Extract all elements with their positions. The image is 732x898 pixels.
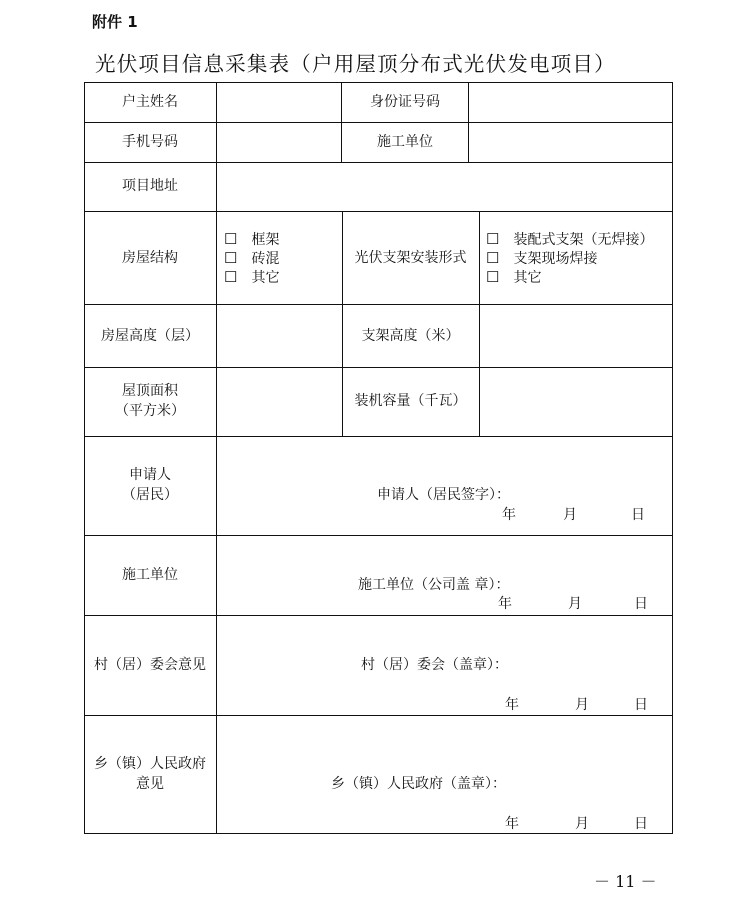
checkbox-icon[interactable]: ☐ [224,230,238,248]
owner-name-field[interactable] [217,83,341,122]
day-label: 日 [634,816,648,832]
applicant-signature-label: 申请人（居民签字）： [377,487,510,503]
mount-option-assembled[interactable]: ☐ 装配式支架（无焊接） [486,230,654,248]
address-field[interactable] [217,163,672,211]
day-label: 日 [634,697,648,713]
township-seal-label: 乡（镇）人民政府（盖章）： [331,776,506,792]
house-height-label: 房屋高度（层） [101,328,199,344]
roof-area-unit-label: （平方米） [115,403,185,419]
capacity-field[interactable] [480,368,672,436]
applicant-sub-label: （居民） [122,487,178,503]
page-title: 光伏项目信息采集表（户用屋顶分布式光伏发电项目） [95,52,616,76]
id-number-field[interactable] [469,83,672,122]
applicant-label: 申请人 [129,467,171,483]
checkbox-icon[interactable]: ☐ [486,230,500,248]
month-label: 月 [563,507,577,523]
roof-area-label: 屋顶面积 [122,383,178,399]
phone-label: 手机号码 [122,134,178,150]
year-label: 年 [505,697,519,713]
mount-type-label: 光伏支架安装形式 [354,250,467,266]
attachment-label: 附件 1 [92,13,138,31]
structure-option-other[interactable]: ☐ 其它 [224,268,280,286]
structure-option-frame[interactable]: ☐ 框架 [224,230,280,248]
owner-name-label: 户主姓名 [122,94,178,110]
month-label: 月 [568,596,582,612]
page-number: － 11 － [594,872,657,891]
contractor-label: 施工单位 [377,134,433,150]
contractor-row-label: 施工单位 [122,567,178,583]
township-opinion-label: 意见 [136,776,164,792]
checkbox-icon[interactable]: ☐ [486,268,500,286]
address-label: 项目地址 [122,178,178,194]
mount-option-welded[interactable]: ☐ 支架现场焊接 [486,249,598,267]
day-label: 日 [631,507,645,523]
year-label: 年 [498,596,512,612]
structure-label: 房屋结构 [122,250,178,266]
rack-height-field[interactable] [480,305,672,367]
structure-option-brick[interactable]: ☐ 砖混 [224,249,280,267]
id-number-label: 身份证号码 [370,94,440,110]
house-height-field[interactable] [217,305,342,367]
contractor-seal-label: 施工单位（公司盖 章）： [358,577,510,593]
roof-area-field[interactable] [217,368,342,436]
village-seal-label: 村（居）委会（盖章）： [361,657,508,673]
checkbox-icon[interactable]: ☐ [224,249,238,267]
rack-height-label: 支架高度（米） [361,328,460,344]
mount-option-other[interactable]: ☐ 其它 [486,268,542,286]
year-label: 年 [502,507,516,523]
checkbox-icon[interactable]: ☐ [486,249,500,267]
contractor-field[interactable] [469,123,672,162]
phone-field[interactable] [217,123,341,162]
capacity-label: 装机容量（千瓦） [354,393,467,409]
year-label: 年 [505,816,519,832]
village-committee-label: 村（居）委会意见 [94,657,206,673]
month-label: 月 [575,697,589,713]
township-government-label: 乡（镇）人民政府 [94,756,206,772]
day-label: 日 [634,596,648,612]
checkbox-icon[interactable]: ☐ [224,268,238,286]
month-label: 月 [575,816,589,832]
